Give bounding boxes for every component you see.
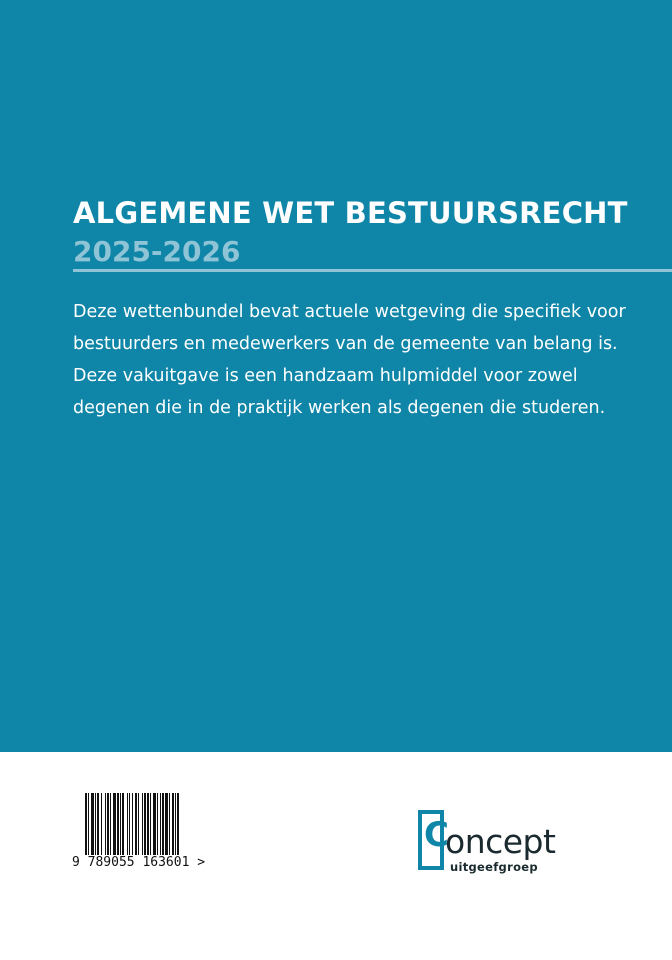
barcode-bar	[101, 793, 102, 855]
barcode-bar	[150, 793, 151, 855]
book-title: ALGEMENE WET BESTUURSRECHT	[73, 196, 628, 230]
logo-wordmark: oncept	[445, 822, 556, 861]
barcode-bar	[129, 793, 130, 855]
barcode-bar	[153, 793, 156, 855]
divider-line	[73, 269, 672, 272]
barcode-bar	[135, 793, 137, 855]
barcode-bars	[85, 793, 217, 859]
barcode-digits: 9 789055 163601 >	[72, 855, 206, 870]
barcode-bar	[88, 793, 89, 855]
barcode-bar	[105, 793, 106, 855]
barcode-bar	[147, 793, 149, 855]
barcode-bar	[144, 793, 146, 855]
description-line: Deze vakuitgave is een handzaam hulpmiddel voor zowel	[73, 366, 578, 386]
barcode-bar	[157, 793, 158, 855]
barcode-bar	[107, 793, 109, 855]
edition-year: 2025-2026	[73, 235, 241, 268]
isbn-barcode	[72, 793, 232, 883]
barcode-bar	[132, 793, 133, 855]
barcode-bar	[127, 793, 128, 855]
barcode-bar	[91, 793, 94, 855]
barcode-bar	[160, 793, 161, 855]
barcode-bar	[138, 793, 139, 855]
description-line: degenen die in de praktijk werken als degenen die studeren.	[73, 398, 606, 418]
description-line: Deze wettenbundel bevat actuele wetgeving die specifiek voor	[73, 302, 626, 322]
publisher-logo	[418, 810, 578, 880]
barcode-bar	[113, 793, 116, 855]
barcode-bar	[110, 793, 111, 855]
barcode-bar	[172, 793, 174, 855]
logo-letter: C	[424, 815, 449, 855]
barcode-bar	[165, 793, 168, 855]
description-line: bestuurders en medewerkers van de gemeente van belang is.	[73, 334, 618, 354]
barcode-bar	[95, 793, 96, 855]
barcode-bar	[162, 793, 164, 855]
barcode-bar	[177, 793, 179, 855]
barcode-bar	[122, 793, 124, 855]
barcode-bar	[175, 793, 176, 855]
barcode-bar	[120, 793, 121, 855]
book-description	[73, 296, 663, 424]
barcode-bar	[85, 793, 87, 855]
logo-subtitle: uitgeefgroep	[450, 860, 538, 874]
barcode-bar	[169, 793, 170, 855]
barcode-bar	[142, 793, 143, 855]
barcode-bar	[97, 793, 99, 855]
barcode-bar	[117, 793, 119, 855]
